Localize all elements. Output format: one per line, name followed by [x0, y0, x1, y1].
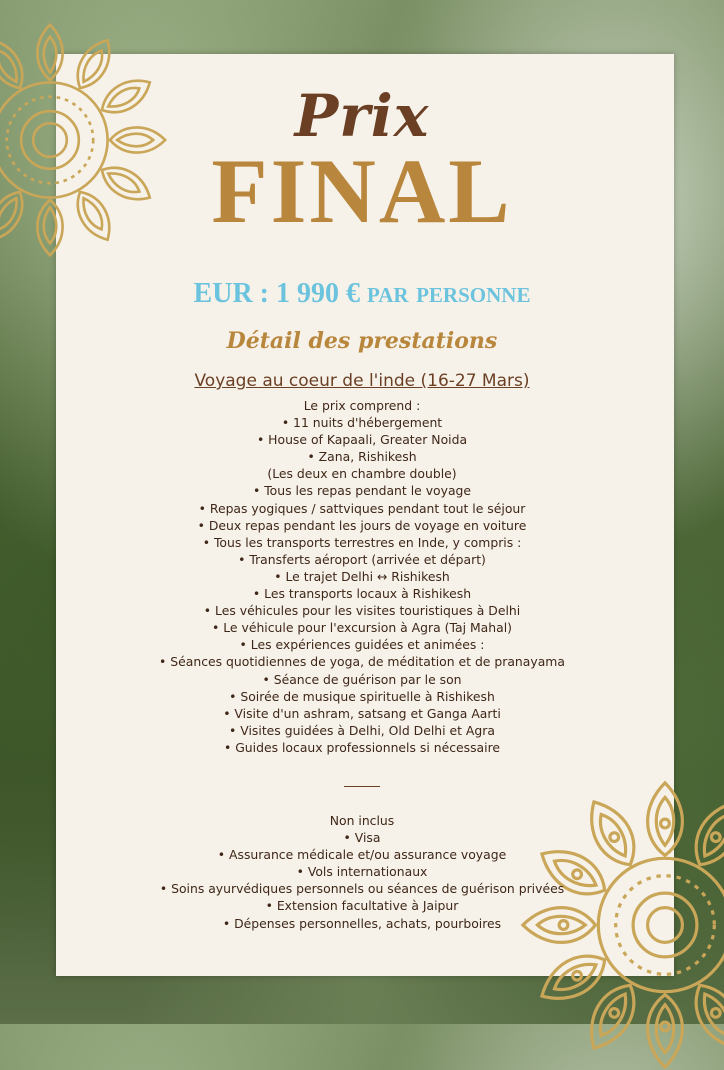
excluded-item: • Extension facultative à Jaipur	[265, 898, 459, 914]
included-item: • Les véhicules pour les visites touristiques à Delhi	[203, 603, 521, 619]
excluded-item: • Dépenses personnelles, achats, pourboires	[222, 915, 502, 931]
included-item: • Deux repas pendant les jours de voyage en voiture	[197, 517, 527, 533]
trip-title: Voyage au coeur de l'inde (16-27 Mars)	[194, 371, 530, 391]
included-item: • Guides locaux professionnels si nécessaire	[223, 739, 501, 755]
included-item: (Les deux en chambre double)	[267, 466, 457, 482]
included-item: • Séances quotidiennes de yoga, de méditation et de pranayama	[159, 654, 565, 670]
excluded-item: Non inclus	[329, 813, 395, 828]
section-divider	[344, 786, 380, 787]
included-list	[56, 397, 668, 756]
included-item: Le prix comprend :	[303, 398, 421, 413]
included-item: • Tous les transports terrestres en Inde, y compris :	[202, 534, 522, 550]
heading-script-word: Prix	[294, 82, 430, 150]
included-item: • Le véhicule pour l'excursion à Agra (Taj Mahal)	[212, 620, 512, 636]
included-item: • Les transports locaux à Rishikesh	[252, 586, 472, 602]
included-item: • 11 nuits d'hébergement	[281, 415, 443, 431]
excluded-item: • Vols internationaux	[296, 864, 428, 880]
included-item: • Les expériences guidées et animées :	[239, 637, 485, 653]
included-item: • Visite d'un ashram, satsang et Ganga Aarti	[223, 705, 501, 721]
heading-main-word: FINAL	[211, 140, 513, 242]
included-item: • Repas yogiques / sattviques pendant tout le séjour	[198, 500, 526, 516]
included-item: • Zana, Rishikesh	[307, 449, 417, 465]
excluded-item: • Visa	[343, 830, 381, 846]
excluded-list	[56, 812, 668, 932]
price-amount: EUR : 1 990 €	[193, 278, 360, 309]
excluded-item: • Soins ayurvédiques personnels ou séances de guérison privées	[159, 881, 565, 897]
services-subheading: Détail des prestations	[226, 328, 498, 354]
included-item: • Tous les repas pendant le voyage	[252, 483, 472, 499]
excluded-item: • Assurance médicale et/ou assurance voyage	[217, 847, 507, 863]
price-suffix: par personne	[367, 276, 531, 309]
included-item: • Le trajet Delhi ↔ Rishikesh	[274, 568, 450, 584]
included-item: • Visites guidées à Delhi, Old Delhi et Agra	[229, 722, 495, 738]
price-line	[0, 276, 724, 310]
included-item: • Transferts aéroport (arrivée et départ)	[238, 551, 486, 567]
included-item: • Soirée de musique spirituelle à Rishikesh	[229, 688, 495, 704]
included-item: • House of Kapaali, Greater Noida	[256, 432, 468, 448]
included-item: • Séance de guérison par le son	[262, 671, 462, 687]
